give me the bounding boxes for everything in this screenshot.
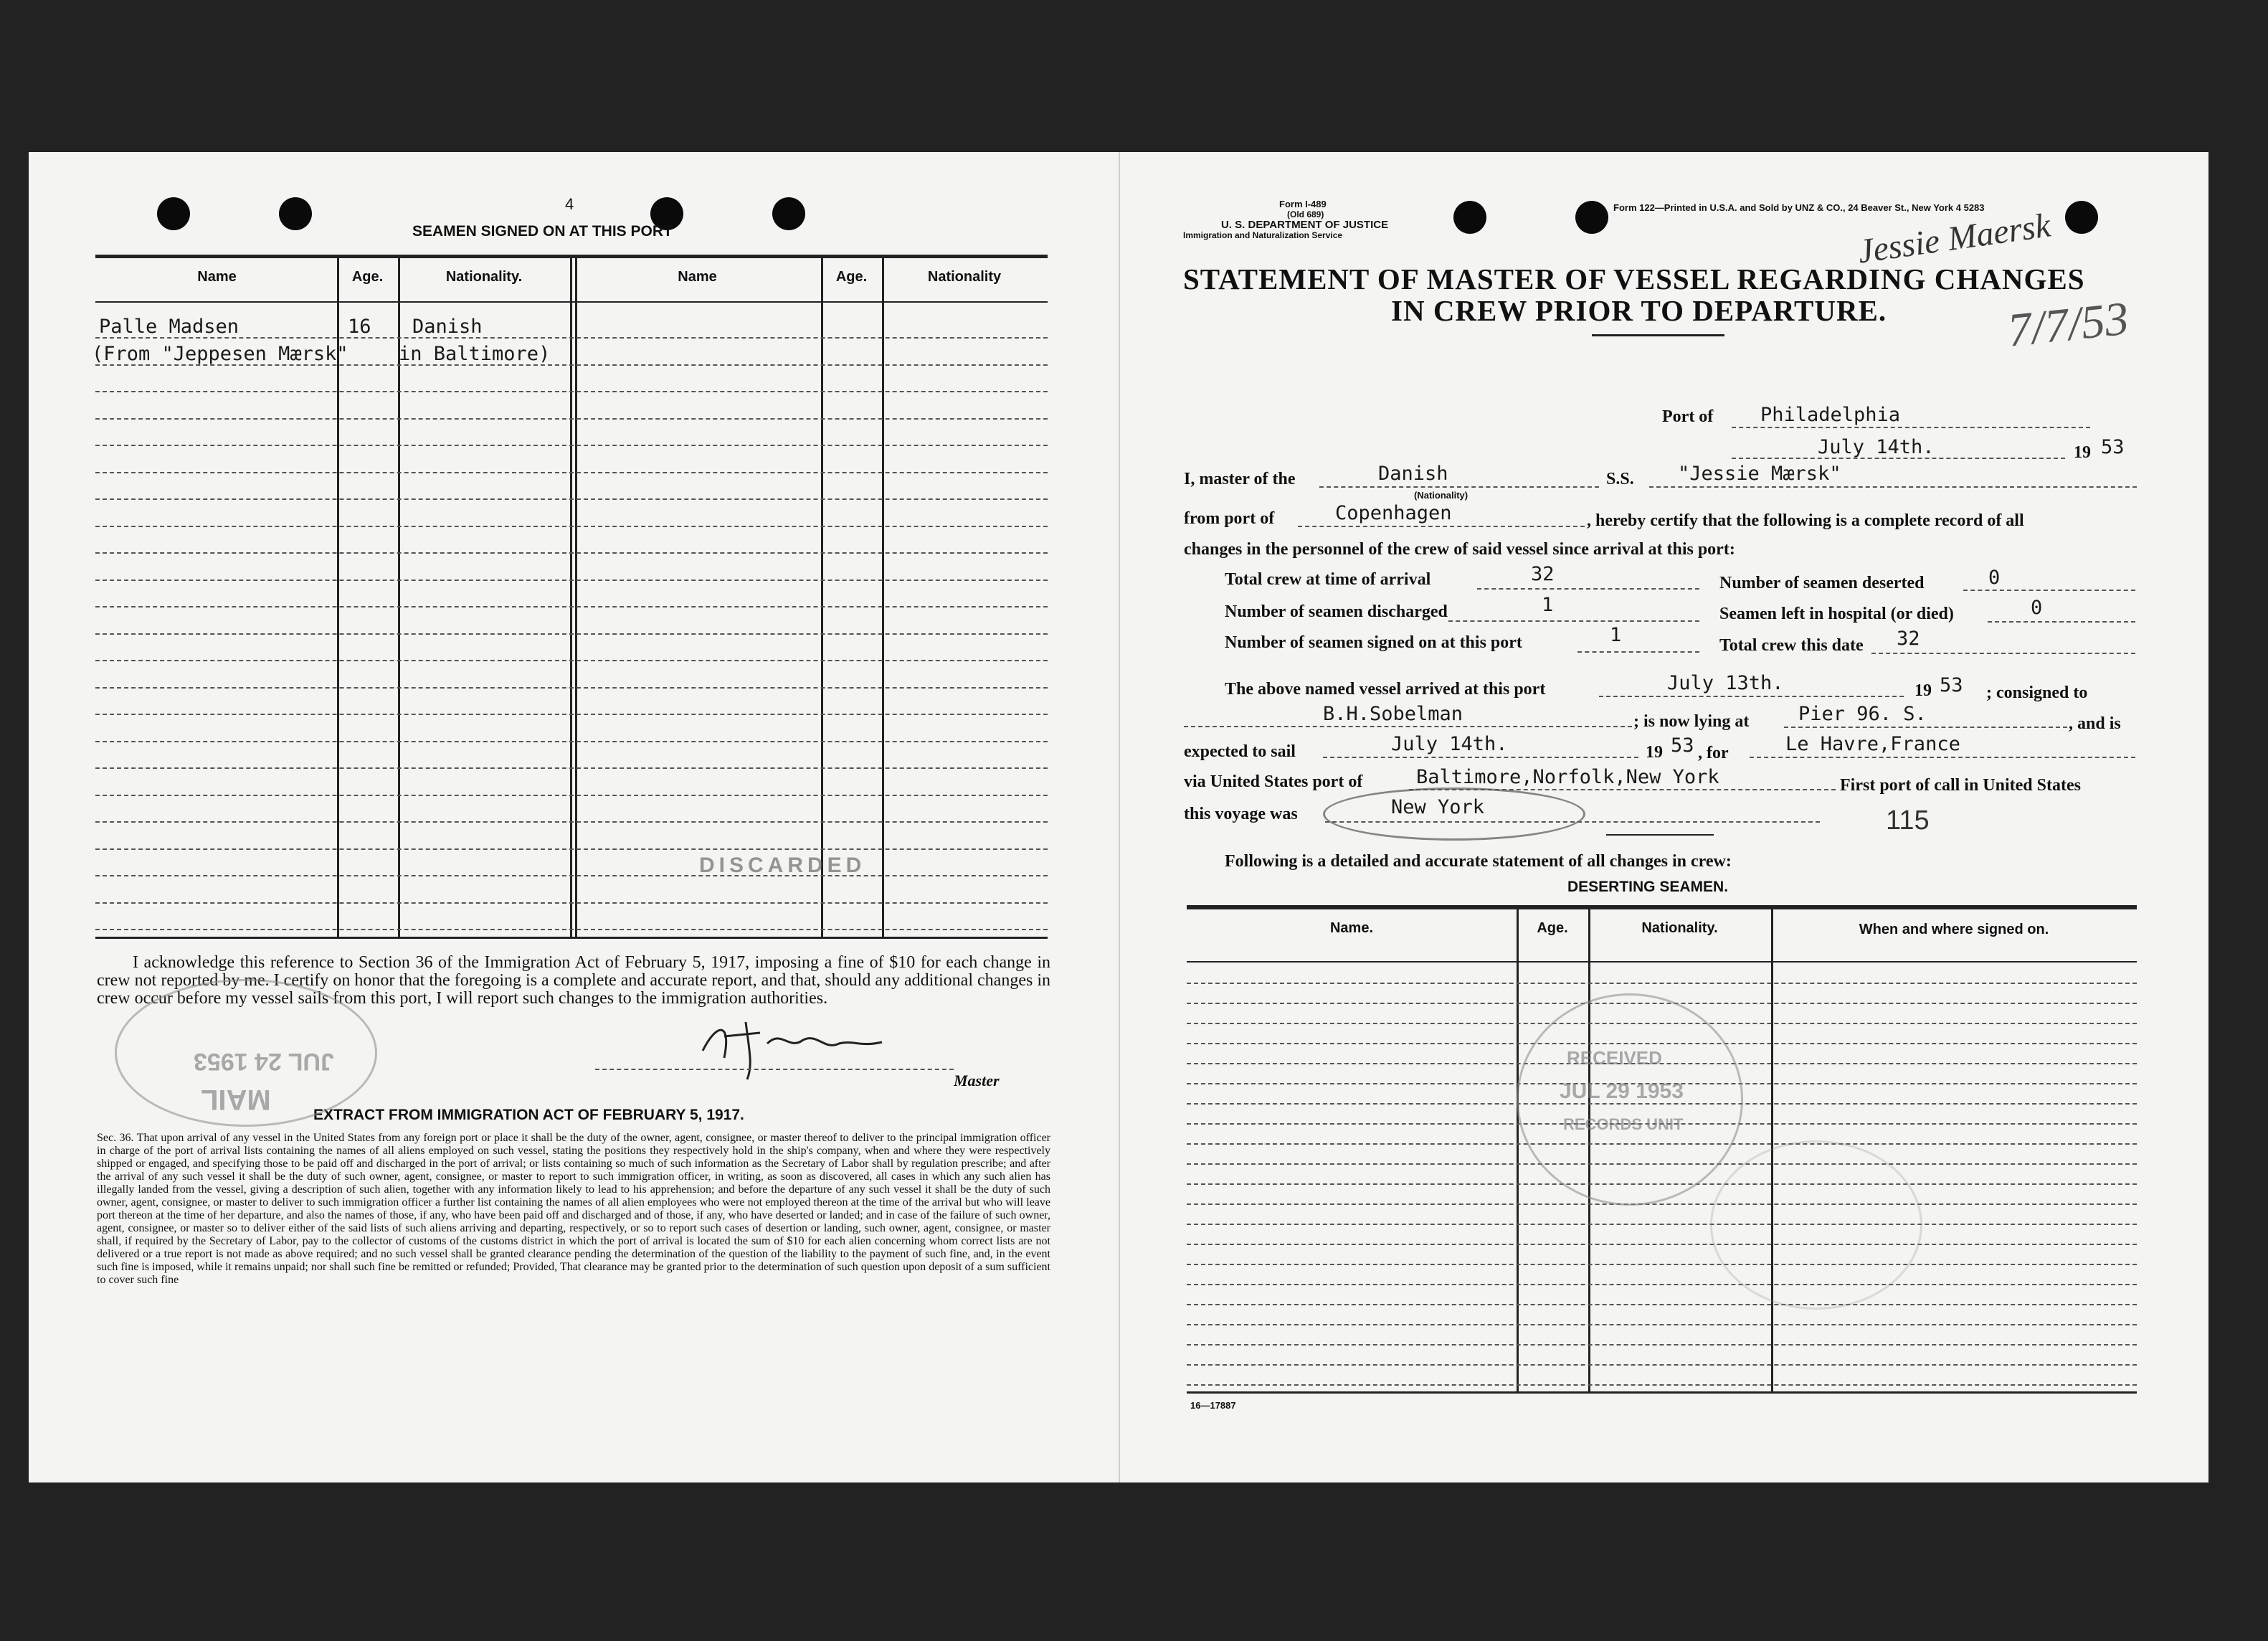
total-date-label: Total crew this date bbox=[1719, 636, 1864, 655]
signed-on-line bbox=[1577, 651, 1699, 653]
and-is-label: , and is bbox=[2069, 714, 2121, 733]
arrived-year: 53 bbox=[1940, 674, 1963, 696]
deserting-title: DESERTING SEAMEN. bbox=[1567, 879, 1729, 895]
changes-text: changes in the personnel of the crew of said vessel since arrival at this port: bbox=[1184, 540, 1735, 559]
sail-year: 53 bbox=[1671, 734, 1694, 757]
col-rule bbox=[575, 258, 577, 938]
ruled-row-line bbox=[1187, 1324, 2137, 1325]
service: Immigration and Naturalization Service bbox=[1183, 230, 1343, 240]
sail-year-prefix: 19 bbox=[1646, 743, 1663, 762]
master-label: Master bbox=[954, 1072, 1000, 1089]
title-underline bbox=[1592, 334, 1724, 336]
ruled-row-line bbox=[95, 498, 1048, 500]
ruled-row-line bbox=[95, 526, 1048, 527]
ruled-row-line bbox=[95, 552, 1048, 554]
punch-hole bbox=[1453, 201, 1486, 234]
deserted-value: 0 bbox=[1988, 567, 2001, 589]
voyage-value: New York bbox=[1391, 796, 1485, 818]
discharged-line bbox=[1448, 620, 1699, 622]
pier-line bbox=[1784, 727, 2067, 728]
signed-on-label: Number of seamen signed on at this port bbox=[1225, 633, 1522, 652]
col-rule bbox=[570, 258, 572, 938]
first-port-rule bbox=[1606, 834, 1714, 836]
ruled-row-line bbox=[95, 767, 1048, 769]
vessel-value: "Jessie Mærsk" bbox=[1678, 463, 1841, 485]
col-age-1: Age. bbox=[351, 269, 384, 285]
ruled-row-line bbox=[1187, 983, 2137, 984]
ruled-row-line bbox=[1187, 1364, 2137, 1366]
col-nationality: Nationality. bbox=[1641, 920, 1718, 936]
lying-label: ; is now lying at bbox=[1633, 712, 1750, 731]
ruled-row-line bbox=[1187, 1203, 2137, 1205]
total-arrival-value: 32 bbox=[1531, 563, 1555, 585]
ruled-row-line bbox=[95, 580, 1048, 581]
total-date-line bbox=[1871, 653, 2135, 654]
arrived-year-prefix: 19 bbox=[1914, 681, 1932, 700]
deserted-label: Number of seamen deserted bbox=[1719, 574, 1925, 592]
deserting-bottom-rule bbox=[1187, 1391, 2137, 1394]
master-signature-line bbox=[595, 1069, 954, 1070]
port-label: Port of bbox=[1662, 407, 1714, 426]
sail-date: July 14th. bbox=[1391, 733, 1508, 755]
ruled-row-line bbox=[95, 687, 1048, 689]
ruled-row-line bbox=[95, 391, 1048, 392]
ruled-row-line bbox=[95, 875, 1048, 876]
ruled-row-line bbox=[1187, 1224, 2137, 1225]
for-label: , for bbox=[1698, 744, 1729, 762]
sail-date-line bbox=[1323, 757, 1638, 758]
master-of-label: I, master of the bbox=[1184, 470, 1296, 488]
date-line bbox=[1732, 458, 2065, 459]
handwritten-date: 7/7/53 bbox=[2005, 292, 2131, 357]
date-value: July 14th. bbox=[1818, 436, 1935, 458]
discharged-value: 1 bbox=[1542, 594, 1554, 616]
certify-text: , hereby certify that the following is a complete record of all bbox=[1587, 511, 2024, 530]
vessel-line bbox=[1649, 486, 2137, 488]
col-nationality-1: Nationality. bbox=[445, 269, 523, 285]
port-line bbox=[1732, 427, 2090, 428]
from-port-line bbox=[1298, 526, 1585, 527]
col-name-2: Name bbox=[678, 269, 717, 285]
consignee-value: B.H.Sobelman bbox=[1323, 703, 1463, 725]
consigned-label: ; consigned to bbox=[1986, 684, 2088, 702]
via-label: via United States port of bbox=[1184, 772, 1363, 791]
expected-label: expected to sail bbox=[1184, 742, 1296, 761]
col-age-2: Age. bbox=[835, 269, 868, 285]
signed-on-value: 1 bbox=[1610, 624, 1622, 646]
acknowledgement-text: I acknowledge this reference to Section 36 of the Immigration Act of February 5, 1917, imposing a fine of $10 for each change in crew not reported by me. I certify on honor that the foregoing is a complete and accurate report, and that, should any additional changes in crew occur before my vessel sails from this port, I will report such changes to the immigration authorities. bbox=[97, 953, 1050, 1008]
records-stamp-unit: RECORDS UNIT bbox=[1563, 1115, 1684, 1133]
ruled-row-line bbox=[95, 660, 1048, 661]
following-text: Following is a detailed and accurate statement of all changes in crew: bbox=[1225, 852, 1732, 871]
punch-hole bbox=[2065, 201, 2098, 234]
from-port-label: from port of bbox=[1184, 509, 1275, 528]
hospital-value: 0 bbox=[2031, 597, 2043, 619]
mail-stamp-label: MAIL bbox=[201, 1084, 271, 1115]
seaman-origin: (From "Jeppesen Mærsk" bbox=[92, 343, 348, 365]
port-value: Philadelphia bbox=[1760, 404, 1901, 426]
ruled-row-line bbox=[95, 418, 1048, 420]
ruled-row-line bbox=[95, 848, 1048, 850]
ruled-row-line bbox=[1187, 1304, 2137, 1305]
punch-hole bbox=[279, 197, 312, 230]
department: U. S. DEPARTMENT OF JUSTICE bbox=[1221, 219, 1389, 231]
total-date-value: 32 bbox=[1897, 628, 1920, 650]
deserting-col-rule bbox=[1517, 909, 1519, 1391]
ruled-row-line bbox=[95, 633, 1048, 635]
seaman-origin-port: in Baltimore) bbox=[399, 343, 551, 365]
arrived-line bbox=[1599, 696, 1904, 697]
ruled-row-line bbox=[95, 795, 1048, 796]
ruled-row-line bbox=[95, 929, 1048, 930]
handwritten-vessel-note: Jessie Maersk bbox=[1855, 206, 2053, 271]
hospital-label: Seamen left in hospital (or died) bbox=[1719, 605, 1954, 623]
faded-stamp bbox=[1710, 1140, 1922, 1310]
ruled-row-line bbox=[1187, 1244, 2137, 1245]
deserting-top-rule bbox=[1187, 905, 2137, 909]
total-arrival-label: Total crew at time of arrival bbox=[1225, 570, 1431, 589]
destination-line bbox=[1750, 757, 2135, 758]
discharged-label: Number of seamen discharged bbox=[1225, 602, 1448, 621]
form-number: Form I-489 bbox=[1279, 199, 1327, 209]
printer-line: Form 122—Printed in U.S.A. and Sold by UNZ & CO., 24 Beaver St., New York 4 5283 bbox=[1613, 202, 1985, 213]
form-title-line1: STATEMENT OF MASTER OF VESSEL REGARDING CHANGES bbox=[1183, 263, 2085, 295]
ruled-row-line bbox=[95, 821, 1048, 823]
left-page-title: SEAMEN SIGNED ON AT THIS PORT bbox=[412, 223, 673, 240]
master-signature bbox=[681, 1008, 925, 1094]
arrived-label: The above named vessel arrived at this port bbox=[1225, 680, 1546, 699]
ruled-row-line bbox=[95, 902, 1048, 904]
ruled-row-line bbox=[1187, 1384, 2137, 1386]
deserted-line bbox=[1963, 590, 2135, 591]
seaman-age: 16 bbox=[348, 316, 371, 338]
via-value: Baltimore,Norfolk,New York bbox=[1416, 766, 1719, 788]
col-nationality-2: Nationality bbox=[927, 269, 1002, 285]
ss-label: S.S. bbox=[1606, 470, 1634, 488]
ruled-row-line bbox=[95, 606, 1048, 607]
col-rule bbox=[882, 258, 884, 938]
seaman-name: Palle Madsen bbox=[99, 316, 239, 338]
form-old: (Old 689) bbox=[1287, 209, 1324, 219]
year-value: 53 bbox=[2101, 436, 2125, 458]
arrived-value: July 13th. bbox=[1667, 672, 1784, 694]
discarded-stamp: DISCARDED bbox=[699, 853, 866, 877]
form-title-line2: IN CREW PRIOR TO DEPARTURE. bbox=[1391, 294, 1887, 327]
nationality-line bbox=[1319, 486, 1599, 488]
records-stamp-received: RECEIVED bbox=[1567, 1047, 1662, 1069]
from-port-value: Copenhagen bbox=[1335, 502, 1452, 524]
voyage-label: this voyage was bbox=[1184, 805, 1298, 823]
col-age: Age. bbox=[1537, 920, 1568, 936]
pencil-number: 115 bbox=[1886, 805, 1930, 836]
col-name-1: Name bbox=[197, 269, 237, 285]
center-fold bbox=[1119, 152, 1120, 1482]
table-bottom-rule bbox=[95, 937, 1048, 939]
ruled-row-line bbox=[1187, 1264, 2137, 1265]
total-arrival-line bbox=[1477, 588, 1699, 590]
seaman-nationality: Danish bbox=[412, 316, 483, 338]
ruled-row-line bbox=[95, 445, 1048, 446]
extract-title: EXTRACT FROM IMMIGRATION ACT OF FEBRUARY 5, 1917. bbox=[313, 1107, 744, 1123]
punch-hole bbox=[157, 197, 190, 230]
col-rule bbox=[821, 258, 823, 938]
consignee-line bbox=[1184, 726, 1632, 727]
page-number: 4 bbox=[565, 195, 574, 213]
col-name: Name. bbox=[1329, 920, 1374, 936]
footer-code: 16—17887 bbox=[1190, 1400, 1236, 1411]
hospital-line bbox=[1988, 621, 2135, 623]
deserting-header-rule bbox=[1187, 961, 2137, 963]
nationality-caption: (Nationality) bbox=[1414, 490, 1468, 501]
year-prefix: 19 bbox=[2074, 443, 2091, 462]
punch-hole bbox=[772, 197, 805, 230]
nationality-value: Danish bbox=[1378, 463, 1448, 485]
ruled-row-line bbox=[1187, 1344, 2137, 1346]
ruled-row-line bbox=[1187, 1284, 2137, 1285]
ruled-row-line bbox=[95, 472, 1048, 473]
extract-text: Sec. 36. That upon arrival of any vessel in the United States from any foreign port or place it shall be the duty of the owner, agent, consignee, or master thereof to deliver to the principal immigration officer in charge of the port of arrival lists containing the names of all aliens employed on such vessel, stating the positions they respectively hold in the ship's company, when and where they were respectively shipped or engaged, and specifying those to be paid off and discharged in the port of arrival; or lists containing so much of such information as the Secretary of Labor shall by regulation prescribe; and after the arrival of any such vessel it shall be the duty of such owner, agent, consignee, or master to report to such immigration officer, in writing, as soon as discovered, all cases in which any such alien has illegally landed from the vessel, giving a description of such alien, together with any information likely to lead to his apprehension; and before the departure of any such vessel it shall be the duty of such owner, agent, consignee, or master to deliver to such immigration officer a further list containing the names of all alien employees who were not employed thereon at the time of the arrival but who will leave port thereon at the time of her departure, and also the names of those, if any, who have been paid off and discharged and of those, if any, who have deserted or landed; and in case of the failure of such owner, agent, consignee, or master so to deliver either of the said lists of such aliens arriving and departing, respectively, or so to report such cases of desertion or landing, such owner, agent, consignee, or master shall, if required by the Secretary of Labor, pay to the collector of customs of the customs district in which the port of arrival is located the sum of $10 for each alien concerning whom correct lists are not delivered or a true report is not made as above required; and no such vessel shall be granted clearance pending the determination of the question of the liability to the payment of such fine, and, in the event such fine is imposed, while it remains unpaid; nor shall such fine be remitted or refunded; Provided, That clearance may be granted prior to the determination of such question upon deposit of a sum sufficient to cover such fine bbox=[97, 1132, 1050, 1286]
col-when-where: When and where signed on. bbox=[1859, 922, 2049, 937]
records-stamp-date: JUL 29 1953 bbox=[1560, 1079, 1684, 1103]
ruled-row-line bbox=[95, 714, 1048, 715]
destination-value: Le Havre,France bbox=[1785, 733, 1960, 755]
mail-stamp-text: JUL 24 1953 bbox=[194, 1048, 334, 1075]
first-port-label: First port of call in United States bbox=[1840, 776, 2081, 795]
punch-hole bbox=[1575, 201, 1608, 234]
pier-value: Pier 96. S. bbox=[1798, 703, 1927, 725]
voyage-circle bbox=[1323, 788, 1585, 841]
ruled-row-line bbox=[95, 741, 1048, 742]
